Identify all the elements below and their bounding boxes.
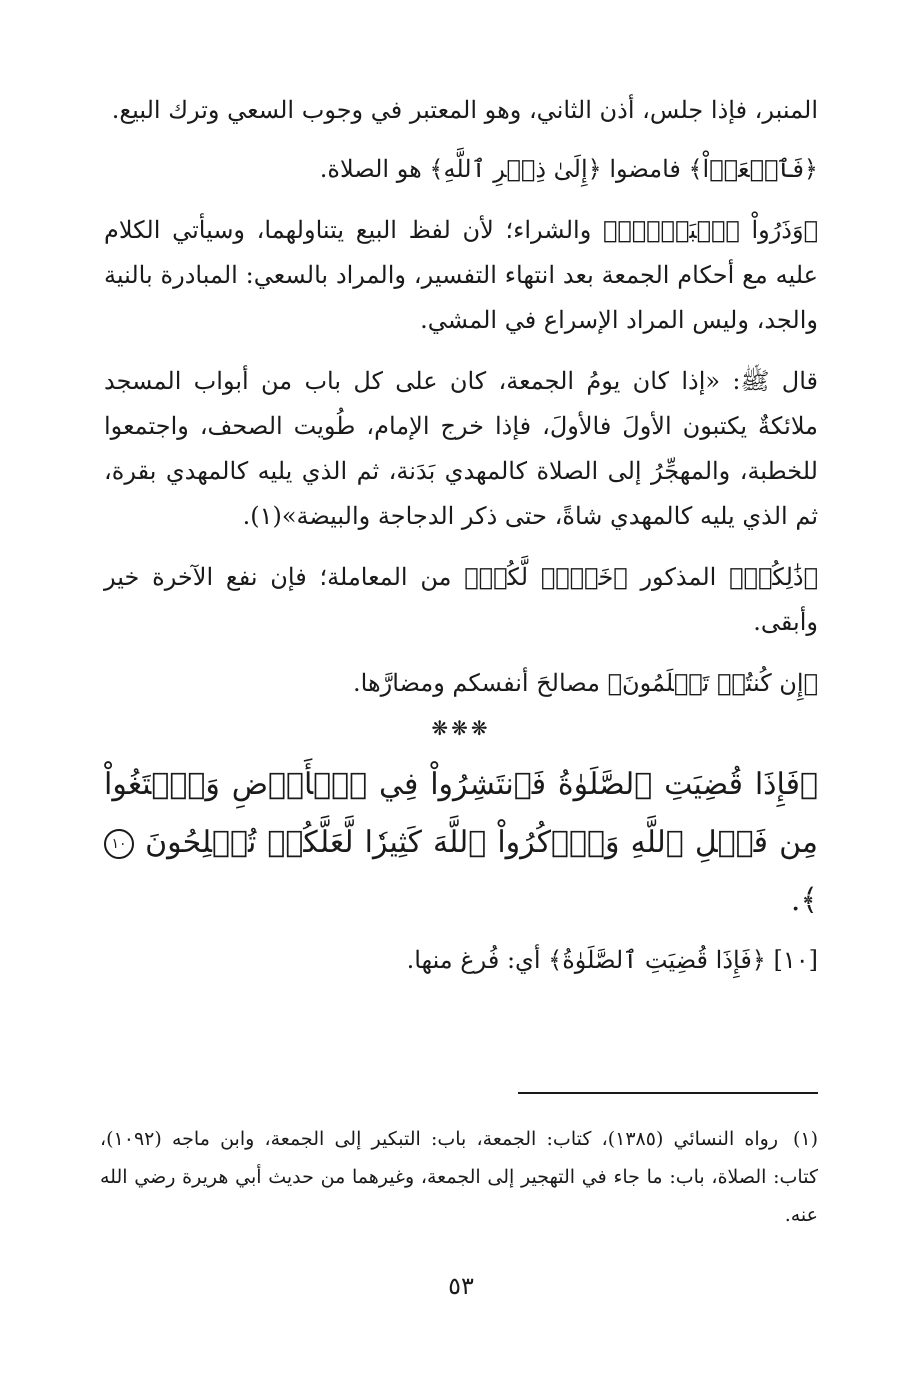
paragraph-1: المنبر، فإذا جلس، أذن الثاني، وهو المعتبر في وجوب السعي وترك البيع. bbox=[111, 96, 818, 124]
paragraph-4-hadith: قال ﷺ: «إذا كان يومُ الجمعة، كان على كل باب من أبواب المسجد ملائكةٌ يكتبون الأولَ فالأولَ، فإذا خرج الإمام، طُويت الصحف، واجتمعوا للخطبة، والمهجِّرُ إلى الصلاة كالمهدي بَدَنة، ثم الذي يليه كالمهدي بقرة، ثم الذي يليه كالمهدي شاةً، حتى ذكر الدجاجة والبيضة»(١). bbox=[104, 367, 818, 530]
footnote-divider bbox=[518, 1092, 818, 1094]
paragraph-6: ﴿إِن كُنتُمۡ تَعۡلَمُونَ﴾ مصالحَ أنفسكم ومضارَّها. bbox=[353, 669, 818, 697]
paragraph-5: ﴿ذَٰلِكُمۡ﴾ المذكور ﴿خَيۡرٞ لَّكُمۡ﴾ من المعاملة؛ فإن نفع الآخرة خير وأبقى. bbox=[104, 563, 818, 636]
footnotes bbox=[100, 1120, 818, 1234]
verse-text: ﴿فَإِذَا قُضِيَتِ ٱلصَّلَوٰةُ فَٱنتَشِرُواْ فِي ٱلۡأَرۡضِ وَٱبۡتَغُواْ مِن فَضۡلِ ٱللَّهِ وَٱذۡكُرُواْ ٱللَّهَ كَثِيرٗا لَّعَلَّكُمۡ تُفۡلِحُونَ bbox=[104, 767, 818, 860]
paragraph-3: ﴿وَذَرُواْ ٱلۡبَيۡعَۚ﴾ والشراء؛ لأن لفظ البيع يتناولهما، وسيأتي الكلام عليه مع أحكام الجمعة بعد انتهاء التفسير، والمراد بالسعي: المبادرة بالنية والجد، وليس المراد الإسراع في المشي. bbox=[104, 216, 818, 334]
paragraph-2: ﴿فَٱسۡعَوۡاْ﴾ فامضوا ﴿إِلَىٰ ذِكۡرِ ٱللَّهِ﴾ هو الصلاة. bbox=[319, 155, 818, 183]
footnote-text: رواه النسائي (١٣٨٥)، كتاب: الجمعة، باب: التبكير إلى الجمعة، وابن ماجه (١٠٩٢)، كتاب: الصلاة، باب: ما جاء في التهجير إلى الجمعة، وغيرهما من حديث أبي هريرة رضي الله عنه. bbox=[100, 1128, 818, 1226]
footnote-item bbox=[100, 1120, 818, 1234]
section-separator: ❋❋❋ bbox=[431, 716, 491, 740]
quran-verse bbox=[104, 756, 818, 930]
verse-number-marker: ١٠ bbox=[104, 829, 134, 859]
paragraph-7: [١٠] ﴿فَإِذَا قُضِيَتِ ٱلصَّلَوٰةُ﴾ أي: فُرغ منها. bbox=[406, 946, 818, 974]
footnote-marker: (١) bbox=[792, 1128, 818, 1150]
page-number: ٥٣ bbox=[448, 1272, 474, 1300]
page-body bbox=[104, 88, 818, 983]
verse-close: ﴾. bbox=[790, 883, 818, 918]
